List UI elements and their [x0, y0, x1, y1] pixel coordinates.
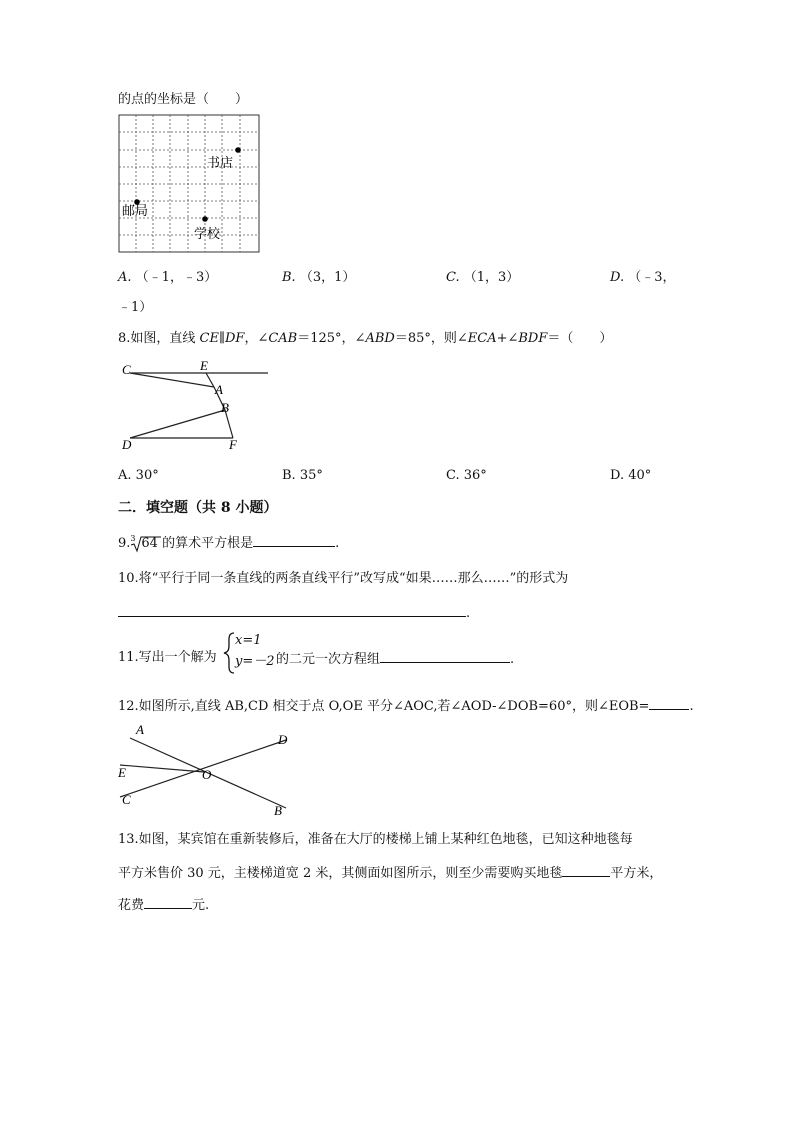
segment-ea [206, 373, 214, 387]
label-a: A [136, 722, 144, 737]
school-point [202, 216, 208, 222]
q7-option-b: B. （3，1） [282, 270, 356, 285]
q13-line-3: 花费 元. [118, 898, 210, 913]
q13-line-1: 13.如图，某宾馆在重新装修后，准备在大厅的楼梯上铺上某种红色地毯，已知这种地毯每 [118, 832, 633, 847]
label-d: D [278, 732, 288, 747]
label-c: C [122, 792, 131, 807]
segment-ca [130, 373, 214, 387]
cube-root-expression: 3 64 [130, 536, 158, 552]
q10-answer-blank[interactable] [118, 604, 466, 617]
label-b: B [221, 400, 229, 415]
q7-option-d: D. （﹣3， [610, 270, 676, 285]
q10-answer-line: . [118, 604, 470, 622]
q7-grid-map [118, 114, 260, 254]
segment-db [130, 410, 225, 438]
q7-option-d-wrap: ﹣1） [118, 300, 153, 315]
label-o: O [202, 767, 212, 782]
label-c: C [122, 362, 131, 377]
label-f: F [229, 437, 237, 452]
q11-answer-blank[interactable] [380, 650, 510, 663]
q8-option-a: A. 30° [118, 468, 159, 483]
q13-area-blank[interactable] [562, 864, 610, 877]
grid-border [119, 115, 259, 252]
q9-answer-blank[interactable] [253, 534, 335, 547]
q8-figure [118, 356, 278, 456]
q9-text: 9. 3 64 的算术平方根是 . [118, 534, 340, 551]
grid-vertical-lines [136, 115, 240, 252]
label-a: A [215, 382, 223, 397]
q12-answer-blank[interactable] [649, 697, 689, 710]
q7-option-c: C. （1，3） [446, 270, 520, 285]
q11-brace [222, 631, 236, 675]
q7-stem-tail: 的点的坐标是（ ） [118, 92, 249, 107]
bookstore-label: 书店 [207, 155, 234, 170]
q7-option-a: A. （﹣1，﹣3） [118, 270, 218, 285]
q8-option-d: D. 40° [610, 468, 652, 483]
q13-line-2: 平方米售价 30 元，主楼梯道宽 2 米，其侧面如图所示，则至少需要购买地毯 平方米， [118, 866, 663, 881]
q10-text: 10.将“平行于同一条直线的两条直线平行”改写成“如果……那么……”的形式为 [118, 571, 569, 586]
post-office-label: 邮局 [122, 203, 149, 218]
q12-figure [116, 722, 296, 818]
q13-cost-blank[interactable] [144, 896, 192, 909]
q11-equation-1: x=1 [235, 633, 262, 648]
label-b: B [274, 803, 282, 818]
school-label: 学校 [194, 226, 221, 241]
q8-option-b: B. 35° [282, 468, 323, 483]
radical-sign [130, 535, 162, 553]
label-d: D [122, 437, 132, 452]
q11-equation-2: y=－2 [235, 654, 275, 669]
bookstore-point [235, 147, 241, 153]
label-e: E [118, 765, 126, 780]
section-title: 二．填空题（共 8 小题） [118, 500, 278, 516]
q11-suffix: 的二元一次方程组 . [276, 652, 515, 667]
q11-prefix: 11.写出一个解为 [118, 650, 217, 665]
q8-stem: 8.如图，直线 CE∥DF，∠CAB＝125°，∠ABD＝85°，则∠ECA+∠BDF＝（ ） [118, 331, 613, 346]
label-e: E [200, 358, 208, 373]
q8-option-c: C. 36° [446, 468, 487, 483]
q12-text: 12.如图所示,直线 AB,CD 相交于点 O,OE 平分∠AOC,若∠AOD-∠DOB=60°，则∠EOB= . [118, 699, 694, 714]
